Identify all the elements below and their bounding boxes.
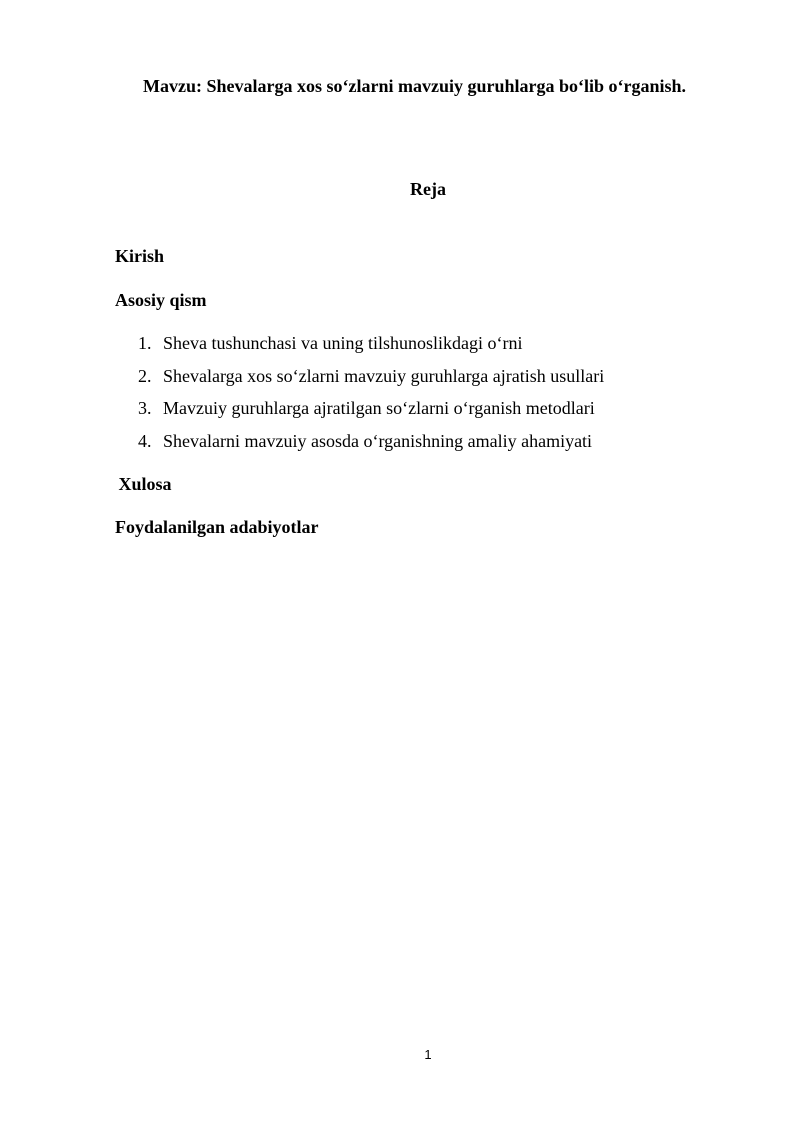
list-item-text: Mavzuiy guruhlarga ajratilgan so‘zlarni o‘rganish metodlari bbox=[163, 398, 595, 418]
list-item bbox=[138, 398, 604, 431]
list-item-text: Shevalarga xos so‘zlarni mavzuiy guruhlarga ajratish usullari bbox=[163, 365, 605, 386]
document-title: Mavzu: Shevalarga xos so‘zlarni mavzuiy guruhlarga bo‘lib o‘rganish. bbox=[143, 76, 687, 96]
plan-heading: Reja bbox=[410, 179, 446, 199]
main-part-list bbox=[138, 333, 604, 463]
list-item-number: 1. bbox=[138, 333, 152, 353]
section-main-part: Asosiy qism bbox=[115, 290, 207, 310]
list-item bbox=[138, 366, 604, 399]
section-references: Foydalanilgan adabiyotlar bbox=[115, 517, 319, 537]
list-item-number: 2. bbox=[138, 365, 152, 386]
list-item-text: Shevalarni mavzuiy asosda o‘rganishning amaliy ahamiyati bbox=[163, 430, 593, 451]
list-item bbox=[138, 431, 604, 464]
list-item-number: 4. bbox=[138, 430, 152, 451]
list-item bbox=[138, 333, 604, 366]
list-item-text: Sheva tushunchasi va uning tilshunoslikdagi o‘rni bbox=[163, 333, 523, 353]
section-introduction: Kirish bbox=[115, 246, 165, 266]
list-item-number: 3. bbox=[138, 398, 152, 418]
section-conclusion: Xulosa bbox=[114, 474, 172, 494]
page-number: 1 bbox=[424, 1047, 432, 1062]
